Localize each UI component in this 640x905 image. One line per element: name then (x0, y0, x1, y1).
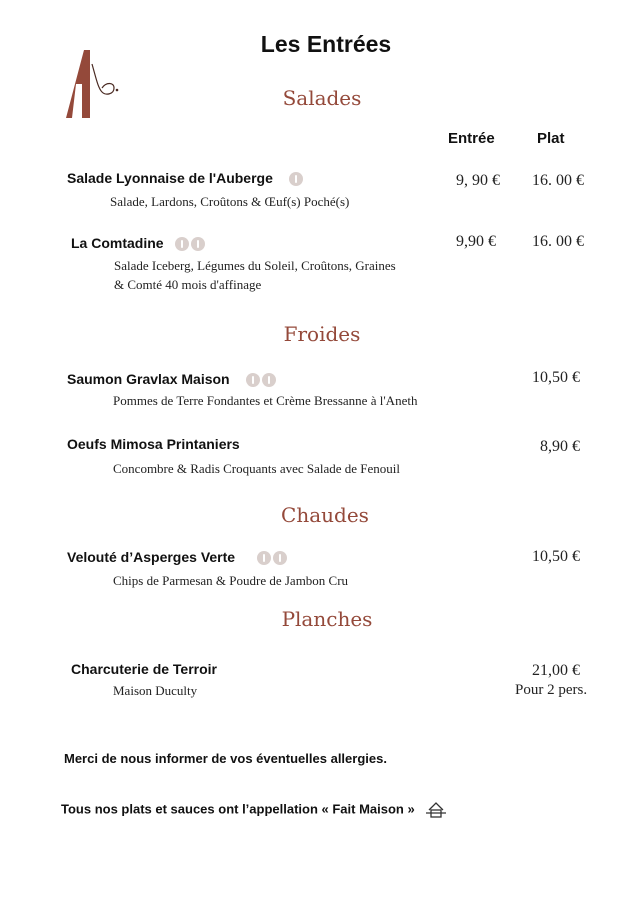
column-header-plat: Plat (537, 130, 565, 147)
section-title-planches: Planches (281, 607, 373, 631)
section-title-salades: Salades (282, 86, 362, 110)
allergen-icons (257, 551, 287, 565)
dish-description-line-2: & Comté 40 mois d'affinage (114, 277, 262, 292)
allergen-icon (257, 551, 271, 565)
fait-maison-note (61, 801, 446, 819)
allergen-icon (262, 373, 276, 387)
dish-name (71, 235, 205, 251)
price: 10,50 € (532, 548, 580, 565)
dish-description: Salade, Lardons, Croûtons & Œuf(s) Poché(s) (110, 194, 350, 209)
dish-name-text: Saumon Gravlax Maison (67, 371, 230, 387)
dish-description: Maison Duculty (113, 683, 198, 698)
dish-description: Chips de Parmesan & Poudre de Jambon Cru (113, 573, 349, 588)
price: 8,90 € (540, 438, 580, 455)
dish-description-line-1: Salade Iceberg, Légumes du Soleil, Croûtons, Graines (114, 258, 396, 273)
price: 10,50 € (532, 369, 580, 386)
price: 21,00 € (532, 662, 580, 679)
dish-name-text: Charcuterie de Terroir (71, 661, 218, 677)
price-plat: 16. 00 € (532, 233, 584, 250)
fait-maison-text: Tous nos plats et sauces ont l’appellation « Fait Maison » (61, 801, 415, 817)
allergen-icon (175, 237, 189, 251)
price-entree: 9, 90 € (456, 172, 500, 189)
column-header-entree: Entrée (448, 130, 495, 147)
allergies-note: Merci de nous informer de vos éventuelles allergies. (64, 751, 387, 766)
price-note: Pour 2 pers. (515, 682, 588, 698)
dish-description: Pommes de Terre Fondantes et Crème Bressanne à l'Aneth (113, 393, 418, 408)
section-title-froides: Froides (283, 322, 361, 346)
dish-name (67, 549, 287, 565)
dish-name (71, 661, 217, 677)
allergen-icon (191, 237, 205, 251)
section-title-chaudes: Chaudes (281, 503, 369, 527)
dish-name (67, 436, 240, 452)
allergen-icons (246, 373, 276, 387)
dish-name-text: Salade Lyonnaise de l'Auberge (67, 170, 273, 186)
price-entree: 9,90 € (456, 233, 496, 250)
allergen-icon (273, 551, 287, 565)
dish-name (67, 371, 276, 387)
dish-description: Concombre & Radis Croquants avec Salade de Fenouil (113, 461, 401, 476)
dish-name-text: Velouté d’Asperges Verte (67, 549, 236, 565)
page-title: Les Entrées (260, 31, 392, 57)
allergen-icon (246, 373, 260, 387)
allergen-icons (289, 172, 303, 186)
dish-name (67, 170, 303, 186)
dish-name-text: La Comtadine (71, 235, 164, 251)
price-plat: 16. 00 € (532, 172, 584, 189)
dish-name-text: Oeufs Mimosa Printaniers (67, 436, 240, 452)
fait-maison-house-icon (426, 801, 446, 819)
allergen-icons (175, 237, 205, 251)
allergen-icon (289, 172, 303, 186)
